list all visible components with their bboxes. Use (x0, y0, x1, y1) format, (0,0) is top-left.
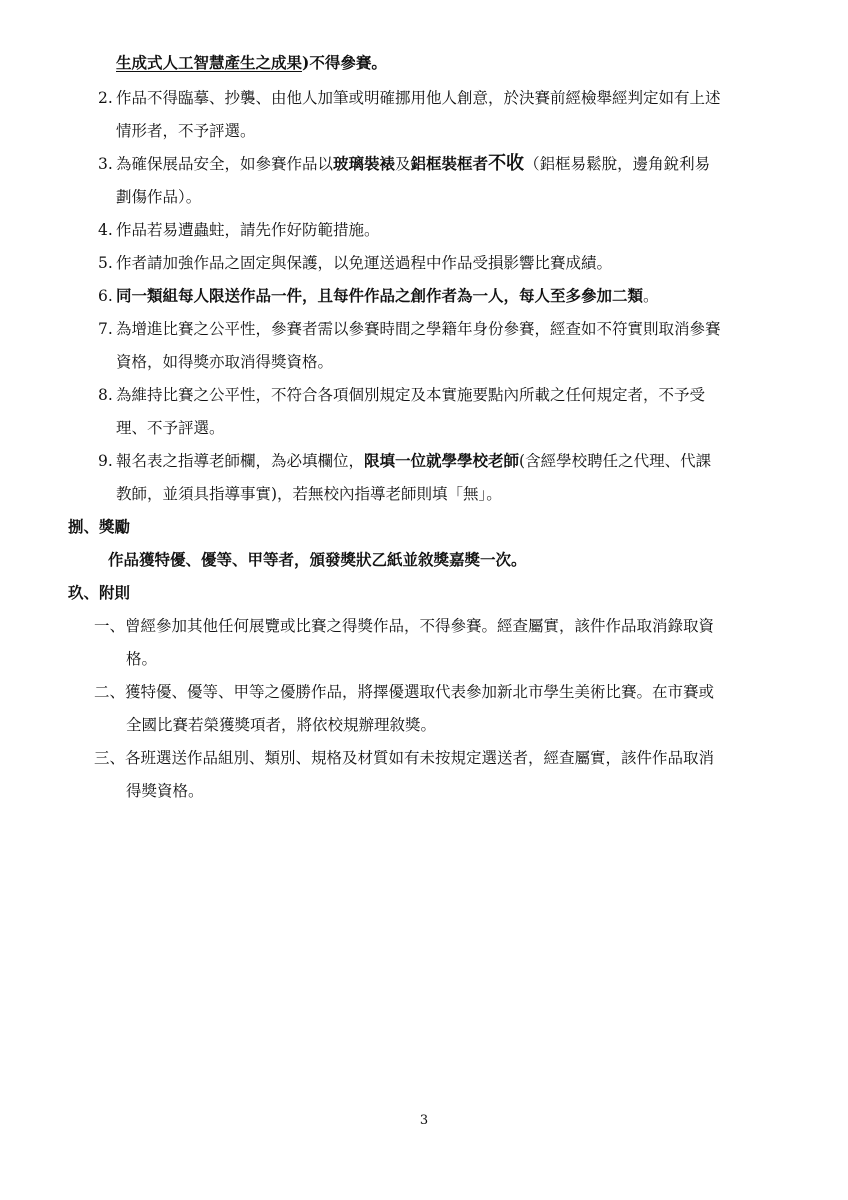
page-number: 3 (419, 1113, 429, 1128)
item-number: 三、 (94, 749, 126, 767)
section-heading-awards: 捌、獎勵 (68, 517, 131, 536)
item-text: 獲特優、優等、甲等之優勝作品，將擇優選取代表參加新北市學生美術比賽。在市賽或 (125, 683, 715, 701)
rule-3-cont: 劃傷作品）。 (116, 188, 202, 206)
rule-4 (98, 219, 380, 241)
rule-8-cont: 理、不予評選。 (116, 419, 225, 437)
rule-number: 7. (98, 320, 113, 338)
rule-number: 6. (98, 287, 113, 305)
rule-number: 3. (98, 155, 113, 173)
aluminum-frame-text: 鋁框裝框者 (410, 154, 489, 173)
supplementary-item-3 (94, 747, 714, 769)
rule-9-cont: 教師，並須具指導事實)，若無校內指導老師則填「無」。 (116, 485, 502, 503)
item-text: 曾經參加其他任何展覽或比賽之得獎作品，不得參賽。經查屬實，該件作品取消錄取資 (125, 617, 715, 635)
rule-end: 。 (643, 287, 659, 305)
rule-text: 為增進比賽之公平性，參賽者需以參賽時間之學籍年身份參賽，經查如不符實則取消參賽 (116, 320, 721, 338)
awards-text: 作品獲特優、優等、甲等者，頒發獎狀乙紙並敘獎嘉獎一次。 (108, 550, 527, 569)
item-number: 二、 (94, 683, 126, 701)
not-accepted-text: 不收 (488, 153, 525, 174)
rule-3 (98, 153, 710, 175)
rule-text: 報名表之指導老師欄，為必填欄位， (116, 452, 365, 470)
rule-number: 5. (98, 254, 113, 272)
supplementary-item-2 (94, 681, 714, 703)
rule-8 (98, 384, 705, 406)
supplementary-item-3-cont: 得獎資格。 (126, 782, 204, 800)
supplementary-item-1-cont: 格。 (126, 650, 158, 668)
rule-text: 為維持比賽之公平性，不符合各項個別規定及本實施要點內所載之任何規定者，不予受 (116, 386, 706, 404)
rule-text: (含經學校聘任之代理、代課 (519, 452, 712, 470)
rule-7-cont: 資格，如得獎亦取消得獎資格。 (116, 353, 334, 371)
rule-9 (98, 450, 711, 472)
rule-number: 9. (98, 452, 113, 470)
rule-text: 作品不得臨摹、抄襲、由他人加筆或明確挪用他人創意，於決賽前經檢舉經判定如有上述 (116, 89, 721, 107)
rule-text: 作品若易遭蟲蛀，請先作好防範措施。 (116, 221, 380, 239)
rule-text: 及 (395, 155, 411, 173)
supplementary-item-1 (94, 615, 714, 637)
rule-text: 作者請加強作品之固定與保護，以免運送過程中作品受損影響比賽成績。 (116, 254, 613, 272)
ai-rule-end: )不得參賽。 (302, 53, 387, 72)
item-text: 各班選送作品組別、類別、規格及材質如有未按規定選送者，經查屬實，該件作品取消 (125, 749, 715, 767)
rule-text: （鋁框易鬆脫，邊角銳利易 (524, 155, 711, 173)
rule-7 (98, 318, 721, 340)
item-number: 一、 (94, 617, 126, 635)
glass-frame-text: 玻璃裝裱 (333, 154, 396, 173)
ai-rule-continuation (116, 52, 387, 74)
ai-underlined-text: 生成式人工智慧產生之成果 (116, 53, 303, 72)
rule-text: 同一類組每人限送作品一件，且每件作品之創作者為一人，每人至多參加二類 (116, 286, 644, 305)
supplementary-item-2-cont: 全國比賽若榮獲獎項者，將依校規辦理敘獎。 (126, 716, 437, 734)
rule-text: 為確保展品安全，如參賽作品以 (116, 155, 334, 173)
rule-5 (98, 252, 612, 274)
rule-number: 2. (98, 89, 113, 107)
rule-2 (98, 87, 721, 109)
advisor-requirement-text: 限填一位就學學校老師 (364, 451, 520, 470)
rule-number: 8. (98, 386, 113, 404)
section-heading-supplementary: 玖、附則 (68, 583, 131, 602)
rule-2-cont: 情形者，不予評選。 (116, 122, 256, 140)
rule-number: 4. (98, 221, 113, 239)
rule-6 (98, 285, 659, 307)
